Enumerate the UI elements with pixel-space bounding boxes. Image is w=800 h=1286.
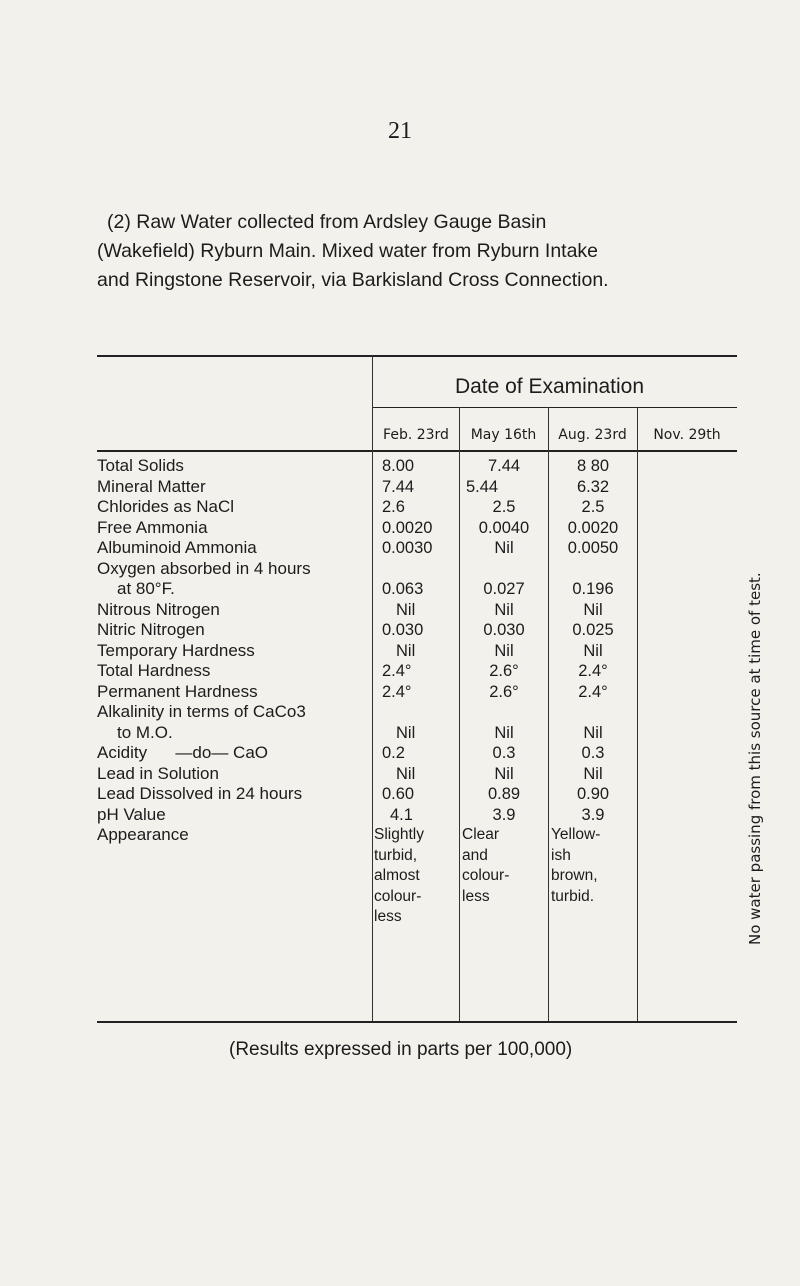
- table-cell: 8 80: [576, 457, 610, 475]
- table-cell: 2.6: [382, 498, 405, 516]
- page-number: 21: [388, 118, 412, 144]
- table-cell: 0.60: [382, 785, 415, 803]
- table-cell: 0.063: [382, 580, 424, 598]
- table-cell: 6.32: [576, 477, 610, 496]
- column-header-rule: [372, 407, 737, 408]
- row-label: Acidity —do— CaO: [97, 743, 268, 762]
- table-cell: 2.4°: [578, 662, 608, 680]
- row-label: Albuminoid Ammonia: [97, 538, 257, 557]
- table-cell: [460, 702, 548, 723]
- table-cell: 0.2: [382, 744, 405, 762]
- appearance-line: Slightly: [374, 826, 424, 843]
- table-cell: 0.3: [492, 744, 516, 762]
- appearance-aug: [549, 825, 637, 907]
- table-cell: 0.027: [483, 580, 525, 598]
- table-bottom-rule: [97, 1021, 737, 1023]
- table-cell: 5.44: [466, 477, 499, 496]
- appearance-line: less: [374, 908, 402, 925]
- caption-line-2: (Wakefield) Ryburn Main. Mixed water from Ryburn Intake: [97, 240, 599, 262]
- table-top-rule: [97, 355, 737, 357]
- appearance-line: colour-: [374, 887, 422, 905]
- column-header-feb: Feb. 23rd: [383, 427, 449, 443]
- nov-no-water-note: No water passing from this source at time of test.: [746, 572, 764, 945]
- table-cell: Nil: [494, 764, 514, 783]
- appearance-line: turbid,: [374, 846, 418, 864]
- table-cell: 0.030: [483, 621, 525, 639]
- table-cell: 0.030: [382, 621, 424, 639]
- row-label: Free Ammonia: [97, 517, 208, 537]
- table-cell: 2.6°: [489, 662, 519, 680]
- column-aug: [549, 456, 637, 907]
- table-cell: 0.196: [572, 580, 614, 598]
- row-label: at 80°F.: [117, 579, 175, 598]
- appearance-line: Clear: [462, 826, 500, 843]
- table-cell: [460, 559, 548, 580]
- table-cell: [382, 702, 458, 723]
- row-label: Appearance: [97, 825, 189, 844]
- table-cell: 2.4°: [578, 682, 608, 701]
- table-cell: 0.0030: [382, 539, 433, 557]
- table-cell: [549, 702, 637, 723]
- table-cell: 0.3: [581, 744, 605, 762]
- table-cell: Nil: [583, 764, 603, 783]
- table-cell: 8.00: [382, 457, 415, 475]
- column-header-may: May 16th: [470, 427, 537, 443]
- row-label: Permanent Hardness: [97, 681, 258, 701]
- table-cell: Nil: [494, 539, 514, 557]
- table-cell: 2.4°: [382, 682, 412, 701]
- table-cell: Nil: [396, 641, 416, 660]
- appearance-may: [460, 825, 548, 907]
- appearance-line: turbid.: [551, 887, 595, 905]
- table-cell: 0.0020: [382, 518, 433, 537]
- table-cell: Nil: [396, 764, 416, 783]
- row-label: Alkalinity in terms of CaCo3: [97, 702, 306, 721]
- row-label: Total Hardness: [97, 661, 211, 680]
- appearance-line: ish: [551, 846, 571, 864]
- table-cell: [382, 559, 458, 580]
- appearance-feb: [374, 825, 458, 928]
- table-cell: 0.0050: [567, 539, 619, 557]
- row-label: Nitrous Nitrogen: [97, 599, 220, 619]
- date-of-examination-header: Date of Examination: [454, 375, 645, 398]
- row-label: Total Solids: [97, 456, 184, 475]
- row-label: Mineral Matter: [97, 476, 206, 496]
- column-feb: [374, 456, 458, 928]
- table-cell: 2.6°: [489, 682, 519, 701]
- table-cell: [549, 559, 637, 580]
- table-cell: Nil: [396, 600, 416, 619]
- row-label: to M.O.: [117, 722, 173, 742]
- appearance-line: and: [462, 846, 488, 864]
- table-cell: Nil: [583, 641, 603, 660]
- appearance-line: brown,: [551, 867, 598, 884]
- table-cell: 0.025: [572, 621, 614, 639]
- table-cell: 3.9: [492, 805, 516, 824]
- table-cell: 3.9: [581, 805, 605, 824]
- table-cell: Nil: [494, 641, 514, 660]
- table-cell: 4.1: [390, 805, 413, 824]
- table-cell: Nil: [494, 723, 514, 742]
- row-label: pH Value: [97, 804, 166, 824]
- row-label: Lead in Solution: [97, 763, 219, 783]
- column-header-nov: Nov. 29th: [653, 427, 721, 443]
- appearance-line: less: [462, 887, 490, 905]
- table-cell: 7.44: [487, 457, 521, 475]
- row-label: Chlorides as NaCl: [97, 497, 234, 516]
- row-label: Lead Dissolved in 24 hours: [97, 784, 303, 803]
- caption-line-1: (2) Raw Water collected from Ardsley Gauge Basin: [107, 211, 547, 233]
- column-divider: [372, 355, 373, 1021]
- column-divider: [637, 407, 638, 1021]
- appearance-line: Yellow-: [551, 826, 601, 843]
- row-label: Oxygen absorbed in 4 hours: [97, 558, 311, 578]
- table-cell: 0.0020: [567, 518, 619, 537]
- caption-line-3: and Ringstone Reservoir, via Barkisland Cross Connection.: [97, 269, 609, 291]
- table-cell: 2.5: [581, 498, 605, 516]
- appearance-line: colour-: [462, 867, 510, 884]
- column-header-aug: Aug. 23rd: [558, 427, 627, 443]
- table-cell: 2.5: [492, 498, 516, 516]
- table-cell: Nil: [396, 723, 416, 742]
- table-cell: 7.44: [382, 477, 415, 496]
- column-may: [460, 456, 548, 907]
- table-cell: 0.90: [576, 785, 610, 803]
- row-labels: [97, 456, 311, 846]
- table-cell: 0.0040: [478, 518, 530, 537]
- table-cell: Nil: [583, 723, 603, 742]
- table-cell: Nil: [583, 600, 603, 619]
- row-label: Temporary Hardness: [97, 640, 255, 660]
- table-cell: Nil: [494, 600, 514, 619]
- header-bottom-rule: [97, 450, 737, 452]
- row-label: Nitric Nitrogen: [97, 620, 205, 639]
- table-cell: 2.4°: [382, 662, 412, 680]
- appearance-line: almost: [374, 867, 420, 884]
- results-units-note: (Results expressed in parts per 100,000): [229, 1039, 573, 1060]
- caption: [97, 208, 747, 295]
- table-cell: 0.89: [487, 785, 521, 803]
